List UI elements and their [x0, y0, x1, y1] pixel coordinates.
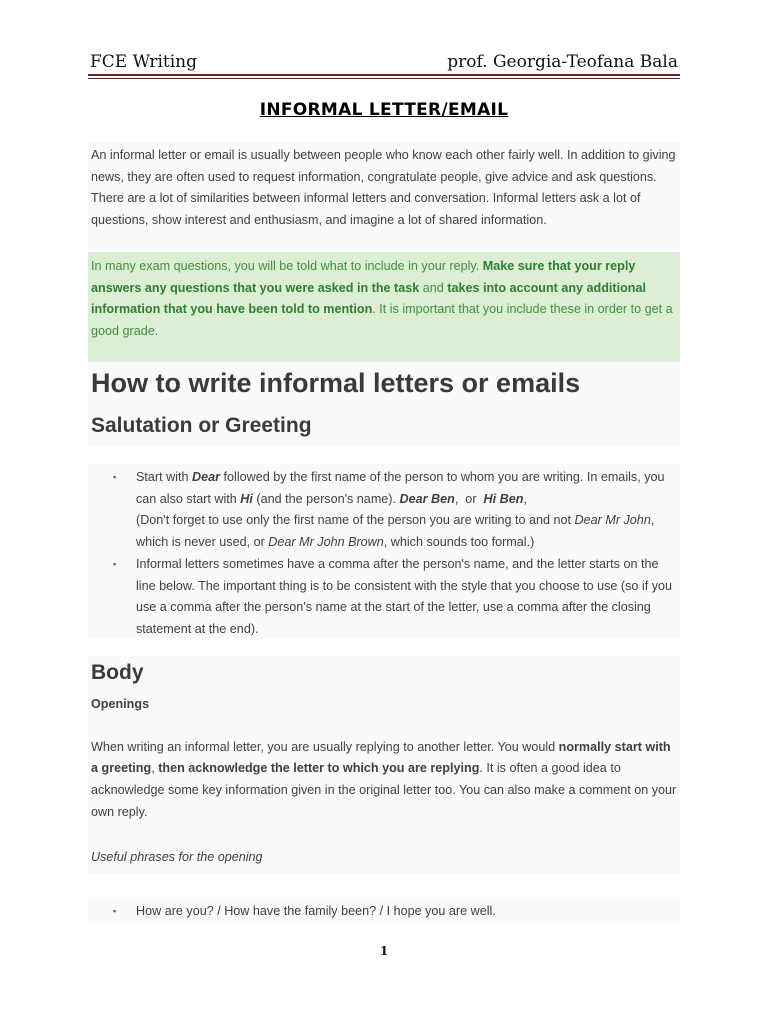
- intro-paragraph: An informal letter or email is usually between people who know each other fairly well. In addition to giving news, they are often used to request information, congratulate people, give advice and ask questions. There are a lot of similarities between informal letters and conversation. Informal letters ask a lot of questions, show interest and enthusiasm, and imagine a lot of shared information.: [88, 142, 680, 252]
- useful-phrases-label: Useful phrases for the opening: [91, 849, 263, 864]
- exam-tip-box: In many exam questions, you will be told what to include in your reply. Make sure that your reply answers any questions that you were asked in the task and takes into account any additional information that you have been told to mention. It is important that you include these in order to get a good grade.: [88, 252, 680, 362]
- bullet-icon: ▪: [113, 558, 117, 569]
- page-header: [90, 48, 678, 72]
- document-title: INFORMAL LETTER/EMAIL: [259, 100, 509, 120]
- header-rule: [88, 74, 680, 76]
- openings-subheading: Openings: [91, 697, 150, 711]
- section-header: [88, 362, 680, 446]
- salutation-heading: Salutation or Greeting: [91, 414, 312, 437]
- header-rule-thin: [88, 78, 680, 79]
- list-item: ▪ How are you? / How have the family been? / I hope you are well.: [110, 901, 677, 922]
- list-item: ▪ Informal letters sometimes have a comma after the person's name, and the letter starts on the line below. The important thing is to be consistent with the style that you choose to use (so if you use a comma after the person's name at the start of the letter, use a comma after the closing statement at the end).: [110, 554, 677, 641]
- bullet-icon: ▪: [113, 906, 117, 916]
- bullet-icon: ▪: [113, 472, 117, 482]
- page-number: 1: [379, 944, 389, 958]
- phrases-list: [88, 899, 680, 921]
- list-item: ▪ Start with Dear followed by the first name of the person to whom you are writing. In emails, you can also start with Hi (and the person's name). Dear Ben, or Hi Ben, (Don't forget to use only the first name of the person you are writing to and not Dear Mr John, which is never used, or Dear Mr John Brown, which sounds too formal.): [110, 467, 677, 554]
- openings-paragraph: When writing an informal letter, you are usually replying to another letter. You would normally start with a greeting, then acknowledge the letter to which you are replying. It is often a good idea to acknowledge some key information given in the original letter too. You can also make a comment on your own reply.: [91, 739, 677, 819]
- author-name: prof. Georgia-Teofana Bala: [447, 52, 678, 72]
- course-title: FCE Writing: [90, 52, 197, 72]
- section-heading: How to write informal letters or emails: [91, 368, 581, 398]
- body-section: [88, 656, 680, 874]
- salutation-list: [88, 464, 680, 638]
- body-heading: Body: [91, 661, 144, 684]
